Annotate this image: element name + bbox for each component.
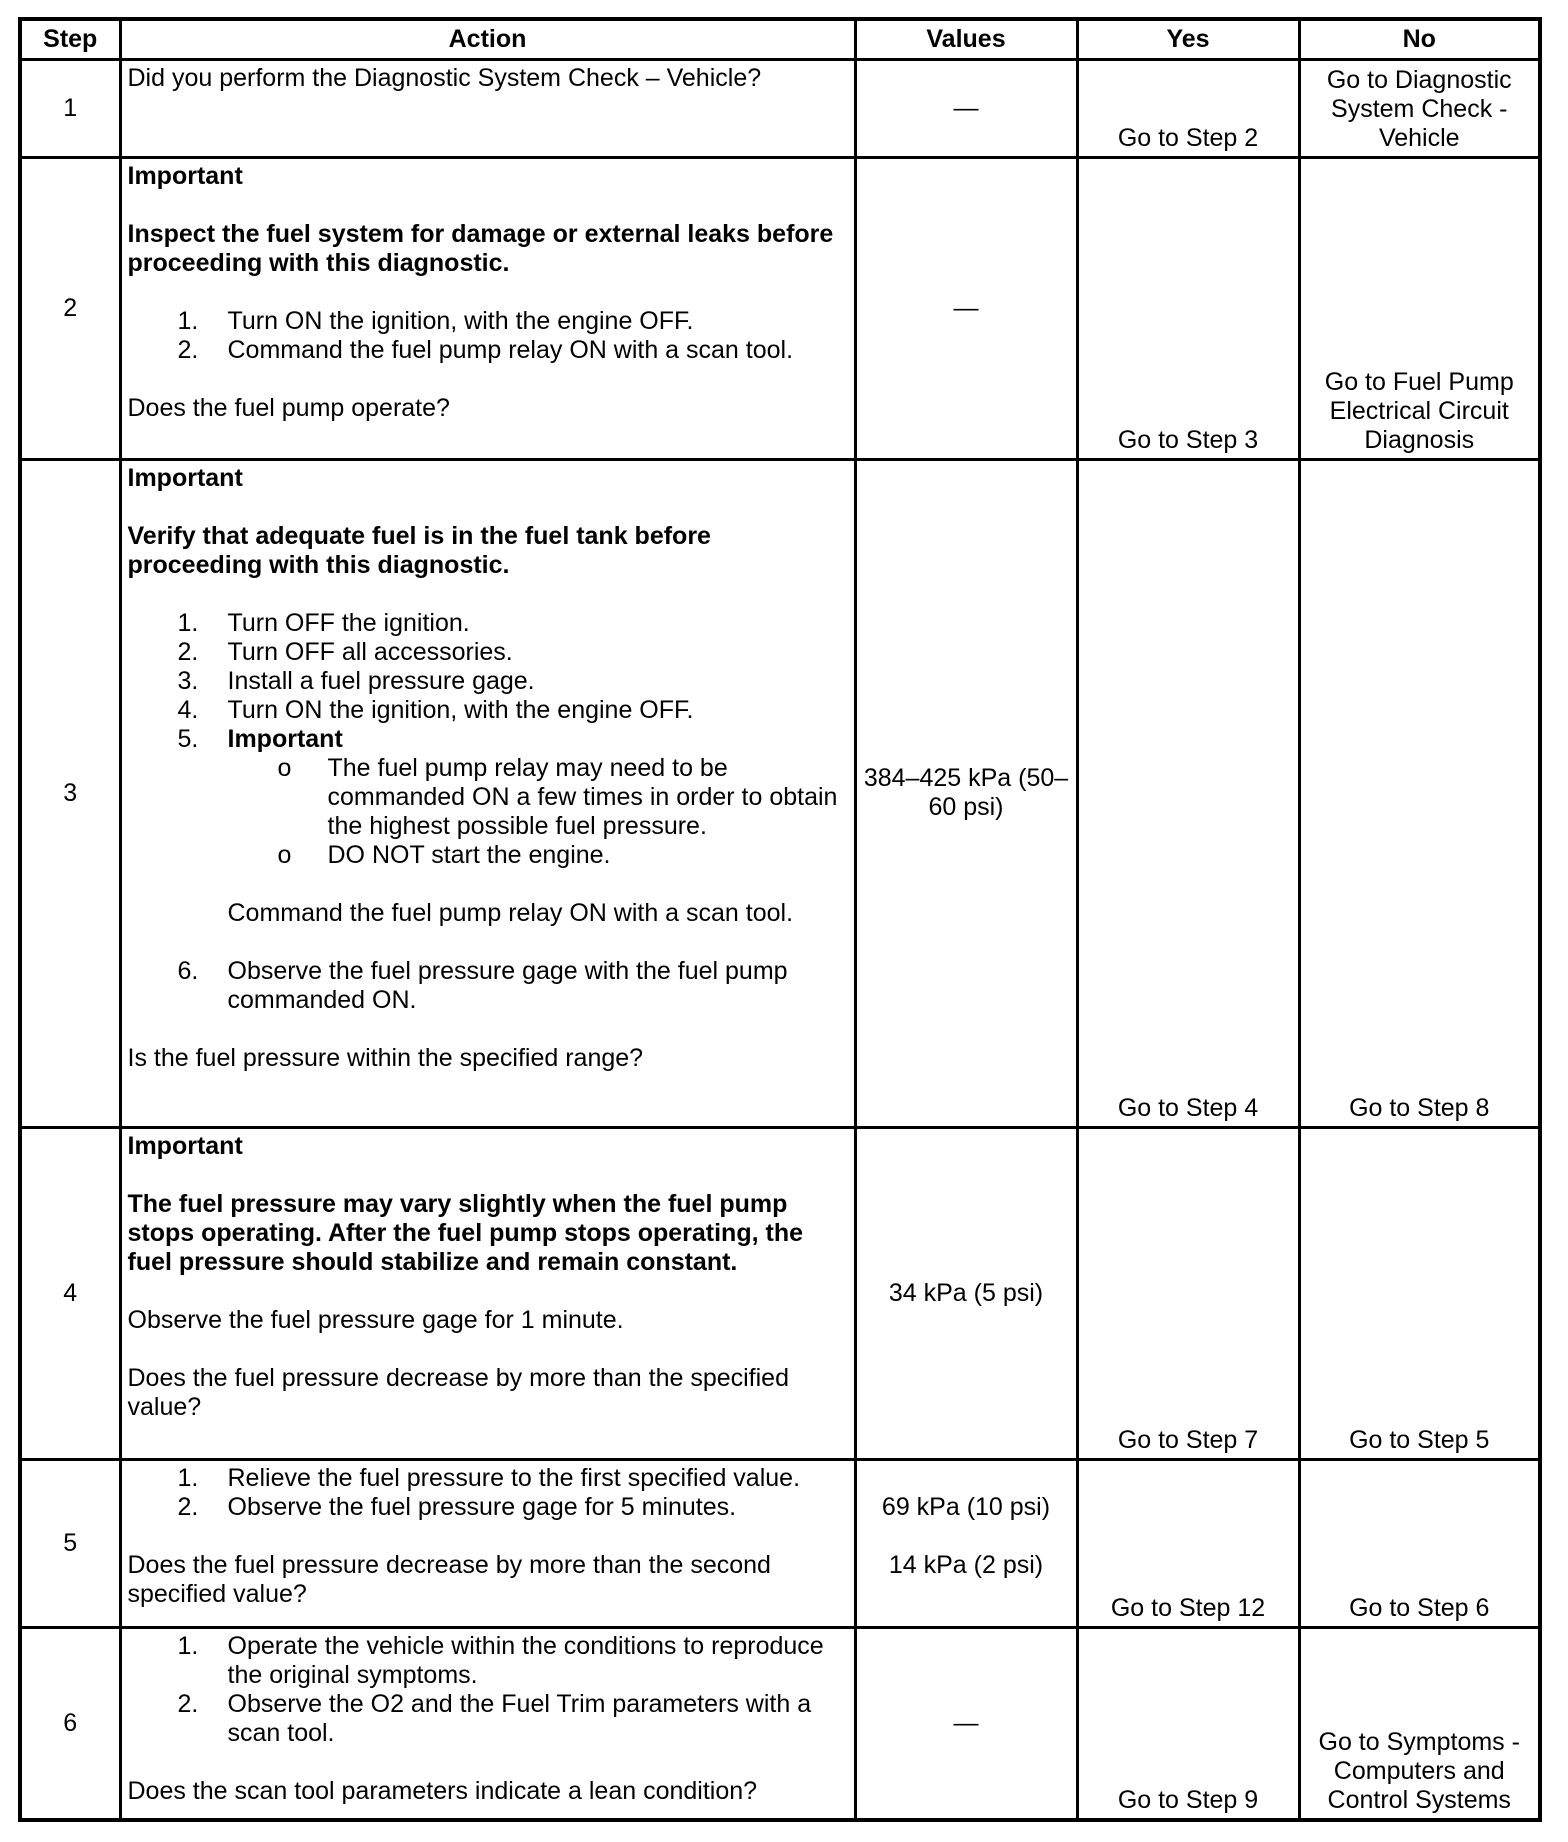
list-item: 1. Operate the vehicle within the conditions to reproduce the original symptoms.	[177, 1631, 824, 1689]
values-cell: —	[855, 1627, 1077, 1820]
no-cell: Go to Step 6	[1299, 1459, 1540, 1627]
step-number: 1	[20, 59, 120, 157]
question-text: Did you perform the Diagnostic System Check – Vehicle?	[127, 63, 762, 92]
table-row-step-4	[20, 1127, 1540, 1459]
important-heading: Important	[127, 463, 243, 492]
no-cell: Go to Fuel Pump Electrical Circuit Diagnosis	[1299, 157, 1540, 459]
list-item: 2. Observe the fuel pressure gage for 5 minutes.	[177, 1492, 737, 1521]
list-item: 2. Turn OFF all accessories.	[177, 637, 513, 666]
header-no: No	[1299, 19, 1540, 59]
step-number: 5	[20, 1459, 120, 1627]
no-cell: Go to Diagnostic System Check - Vehicle	[1299, 59, 1540, 157]
header-step: Step	[20, 19, 120, 59]
table-row-step-2	[20, 157, 1540, 459]
header-row	[20, 19, 1540, 59]
list-item: 2. Observe the O2 and the Fuel Trim parameters with a scan tool.	[177, 1689, 812, 1747]
step-number: 2	[20, 157, 120, 459]
important-heading: Important	[127, 161, 243, 190]
list-item: 4. Turn ON the ignition, with the engine OFF.	[177, 695, 694, 724]
list-item: 1. Turn ON the ignition, with the engine OFF.	[177, 306, 694, 335]
values-cell: —	[855, 59, 1077, 157]
header-values: Values	[855, 19, 1077, 59]
question-text: Does the fuel pressure decrease by more than the specified value?	[127, 1363, 789, 1421]
values-cell: —	[855, 157, 1077, 459]
important-text: The fuel pressure may vary slightly when the fuel pump stops operating. After the fuel pump stops operating, the fuel pressure should stabilize and remain constant.	[127, 1189, 803, 1276]
yes-cell: Go to Step 9	[1077, 1627, 1299, 1820]
no-cell: Go to Symptoms - Computers and Control Systems	[1299, 1627, 1540, 1820]
values-cell	[855, 1459, 1077, 1627]
procedure-list	[128, 957, 848, 1015]
action-cell	[120, 1627, 855, 1820]
procedure-list	[128, 307, 848, 365]
yes-cell: Go to Step 4	[1077, 459, 1299, 1127]
action-cell	[120, 1127, 855, 1459]
action-cell	[120, 459, 855, 1127]
yes-cell: Go to Step 3	[1077, 157, 1299, 459]
action-cell	[120, 157, 855, 459]
yes-cell: Go to Step 12	[1077, 1459, 1299, 1627]
sub-bullet-list	[128, 754, 848, 870]
observe-text: Observe the fuel pressure gage for 1 minute.	[127, 1305, 624, 1334]
important-text: Inspect the fuel system for damage or external leaks before proceeding with this diagnostic.	[127, 219, 834, 277]
list-item: 5. Important	[177, 724, 343, 753]
table-row-step-5	[20, 1459, 1540, 1627]
no-cell: Go to Step 5	[1299, 1127, 1540, 1459]
table-row-step-6	[20, 1627, 1540, 1820]
header-action: Action	[120, 19, 855, 59]
yes-cell: Go to Step 7	[1077, 1127, 1299, 1459]
action-cell	[120, 59, 855, 157]
step-number: 3	[20, 459, 120, 1127]
list-item: o The fuel pump relay may need to be commanded ON a few times in order to obtain the highest possible fuel pressure.	[277, 753, 838, 840]
action-cell	[120, 1459, 855, 1627]
list-item: 1. Turn OFF the ignition.	[177, 608, 470, 637]
list-item: 1. Relieve the fuel pressure to the first specified value.	[177, 1463, 801, 1492]
value-first: 69 kPa (10 psi)	[881, 1492, 1051, 1521]
command-text: Command the fuel pump relay ON with a scan tool.	[227, 898, 794, 927]
list-item: 3. Install a fuel pressure gage.	[177, 666, 535, 695]
list-item: 2. Command the fuel pump relay ON with a scan tool.	[177, 335, 794, 364]
step-number: 4	[20, 1127, 120, 1459]
diagnostic-table	[18, 17, 1542, 1822]
question-text: Does the fuel pressure decrease by more than the second specified value?	[127, 1550, 771, 1608]
question-text: Does the fuel pump operate?	[127, 393, 450, 422]
important-text: Verify that adequate fuel is in the fuel tank before proceeding with this diagnostic.	[127, 521, 711, 579]
important-heading: Important	[127, 1131, 243, 1160]
values-cell: 34 kPa (5 psi)	[855, 1127, 1077, 1459]
header-yes: Yes	[1077, 19, 1299, 59]
procedure-list	[128, 609, 848, 754]
table-row-step-3	[20, 459, 1540, 1127]
list-item: 6. Observe the fuel pressure gage with the fuel pump commanded ON.	[177, 956, 788, 1014]
list-item: o DO NOT start the engine.	[277, 840, 611, 869]
yes-cell: Go to Step 2	[1077, 59, 1299, 157]
table-row-step-1	[20, 59, 1540, 157]
no-cell: Go to Step 8	[1299, 459, 1540, 1127]
question-text: Is the fuel pressure within the specified range?	[127, 1043, 644, 1072]
value-second: 14 kPa (2 psi)	[888, 1550, 1044, 1579]
procedure-list	[128, 1632, 848, 1748]
values-cell: 384–425 kPa (50–60 psi)	[855, 459, 1077, 1127]
step-number: 6	[20, 1627, 120, 1820]
question-text: Does the scan tool parameters indicate a lean condition?	[127, 1776, 758, 1805]
procedure-list	[128, 1464, 848, 1522]
